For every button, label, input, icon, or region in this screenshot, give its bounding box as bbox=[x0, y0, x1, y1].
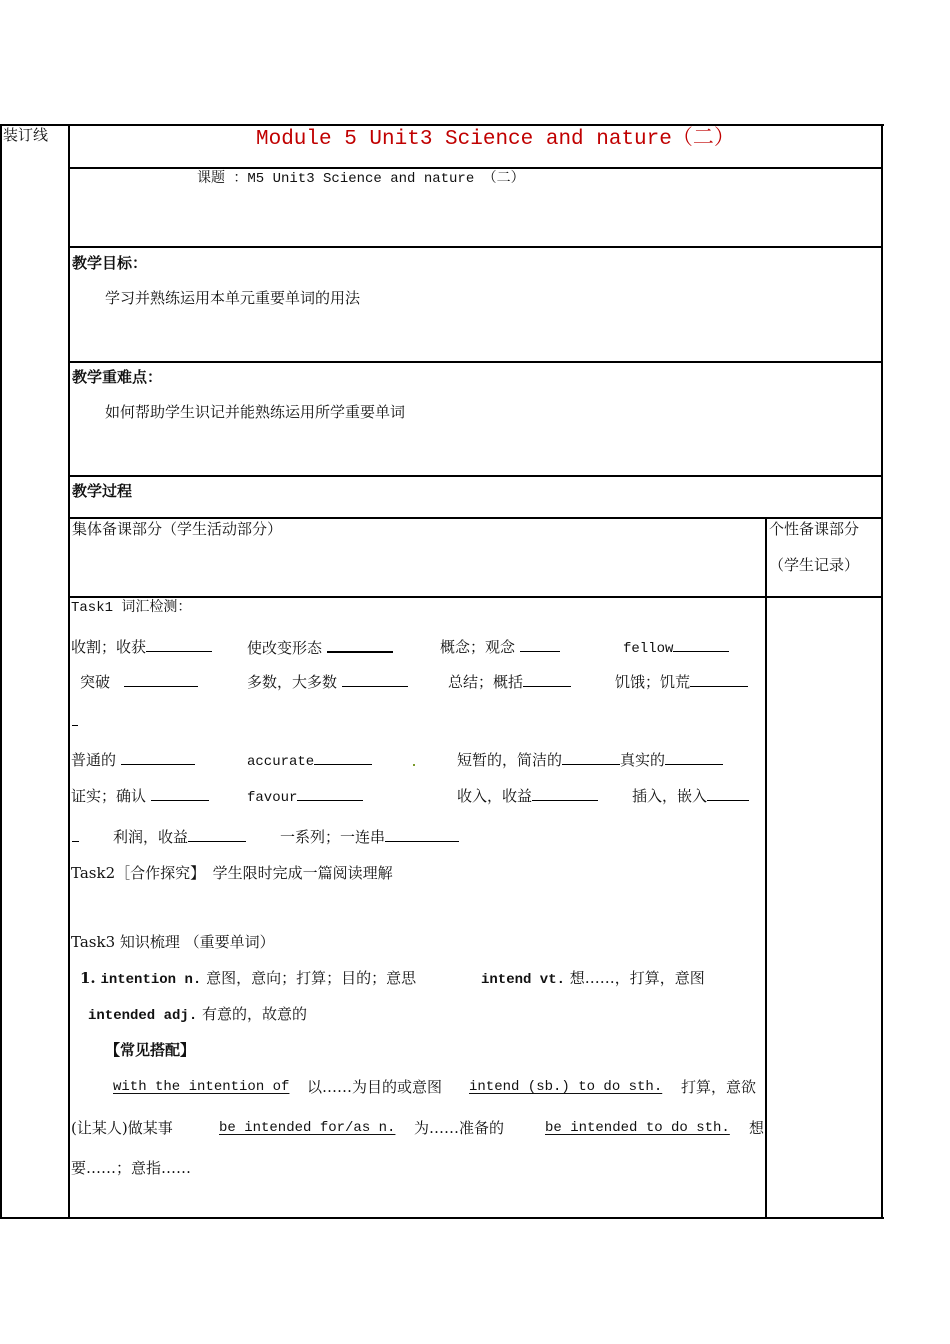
outer-bottom-border bbox=[0, 1217, 884, 1219]
item1-line-part2 bbox=[481, 971, 705, 987]
process-heading: 教学过程 bbox=[72, 482, 133, 500]
individual-header-line1: 个性备课部分 bbox=[769, 520, 860, 538]
vocab-item: 饥饿；饥荒 bbox=[615, 672, 748, 690]
outer-right-border bbox=[881, 124, 883, 1219]
vocab-item: 使改变形态 bbox=[247, 637, 393, 656]
phrase2-meaning-b: (让某人)做某事 bbox=[71, 1119, 173, 1137]
phrase-be-intended-to-do-sth: be intended to do sth. bbox=[545, 1120, 730, 1136]
objectives-heading: 教学目标： bbox=[72, 254, 148, 272]
row-divider-objectives bbox=[69, 361, 883, 363]
item1-meaning: 意图，意向；打算；目的；意思 bbox=[206, 969, 417, 987]
row-divider-subheader bbox=[69, 596, 883, 598]
phrase-be-intended-for-as: be intended for/as n. bbox=[219, 1120, 396, 1136]
outer-left-border bbox=[0, 124, 2, 1219]
answer-blank-wrap bbox=[72, 841, 79, 842]
row-divider-title bbox=[69, 167, 883, 169]
stray-dot bbox=[413, 764, 415, 766]
row-divider-keypoints bbox=[69, 475, 883, 477]
item1-number: 1. bbox=[80, 969, 96, 987]
individual-header-line2: （学生记录） bbox=[769, 556, 860, 574]
vocab-item: 利润，收益 bbox=[113, 827, 246, 845]
vocab-item: favour bbox=[247, 786, 363, 805]
phrase3-meaning: 为……准备的 bbox=[414, 1119, 505, 1137]
keypoints-heading: 教学重难点： bbox=[72, 368, 163, 386]
vocab-item: 短暂的，简洁的 真实的 bbox=[457, 750, 723, 768]
vocab-item: 概念；观念 bbox=[440, 637, 560, 655]
collocations-heading: 【常见搭配】 bbox=[105, 1041, 196, 1059]
phrase-intend-sb-to-do-sth: intend (sb.) to do sth. bbox=[469, 1079, 663, 1095]
binding-column-border bbox=[68, 124, 70, 1219]
phrase2-meaning-a: 打算，意欲 bbox=[681, 1078, 757, 1096]
phrase4-meaning-b: 要……；意指…… bbox=[71, 1159, 192, 1177]
phrase-with-the-intention-of: with the intention of bbox=[113, 1079, 290, 1095]
lesson-topic: 课题 ：M5 Unit3 Science and nature （二） bbox=[197, 171, 525, 187]
vocab-item: fellow bbox=[623, 637, 729, 656]
binding-label: 装订线 bbox=[3, 126, 49, 144]
vocab-item: 一系列；一连串 bbox=[280, 827, 459, 845]
item1-meaning3: 有意的，故意的 bbox=[202, 1005, 308, 1023]
vocab-item: 多数，大多数 bbox=[247, 672, 408, 690]
item1-word: intention n. bbox=[100, 972, 202, 988]
collective-header: 集体备课部分（学生活动部分） bbox=[72, 520, 283, 538]
page-title: Module 5 Unit3 Science and nature（二） bbox=[256, 128, 735, 151]
phrase4-meaning-a: 想 bbox=[749, 1119, 765, 1137]
vocab-item: accurate bbox=[247, 750, 372, 769]
vocab-item: 收割；收获 bbox=[71, 637, 212, 655]
outer-top-border bbox=[0, 124, 884, 126]
answer-blank-wrap bbox=[72, 725, 78, 726]
item1-meaning2: 想……，打算，意图 bbox=[569, 969, 705, 987]
task3-heading: Task3 知识梳理 （重要单词） bbox=[71, 933, 275, 951]
vocab-item: 证实；确认 bbox=[71, 786, 209, 804]
item1-line bbox=[80, 971, 416, 987]
item1-line2 bbox=[88, 1007, 307, 1023]
item1-word2: intend vt. bbox=[481, 972, 566, 988]
row-divider-topic bbox=[69, 246, 883, 248]
column-divider-individual bbox=[765, 517, 767, 1218]
phrase1-meaning: 以……为目的或意图 bbox=[307, 1078, 443, 1096]
objectives-content: 学习并熟练运用本单元重要单词的用法 bbox=[105, 289, 361, 307]
vocab-item: 总结；概括 bbox=[448, 672, 571, 690]
row-divider-process bbox=[69, 517, 883, 519]
item1-word3: intended adj. bbox=[88, 1008, 198, 1024]
vocab-item: 收入，收益 bbox=[457, 786, 598, 804]
task2-heading: Task2［合作探究】 学生限时完成一篇阅读理解 bbox=[71, 864, 393, 882]
keypoints-content: 如何帮助学生识记并能熟练运用所学重要单词 bbox=[105, 403, 406, 421]
vocab-item: 突破 bbox=[80, 672, 198, 690]
task1-heading: Task1 词汇检测： bbox=[71, 600, 192, 616]
vocab-item: 插入，嵌入 bbox=[632, 786, 749, 804]
vocab-item: 普通的 bbox=[71, 750, 195, 768]
